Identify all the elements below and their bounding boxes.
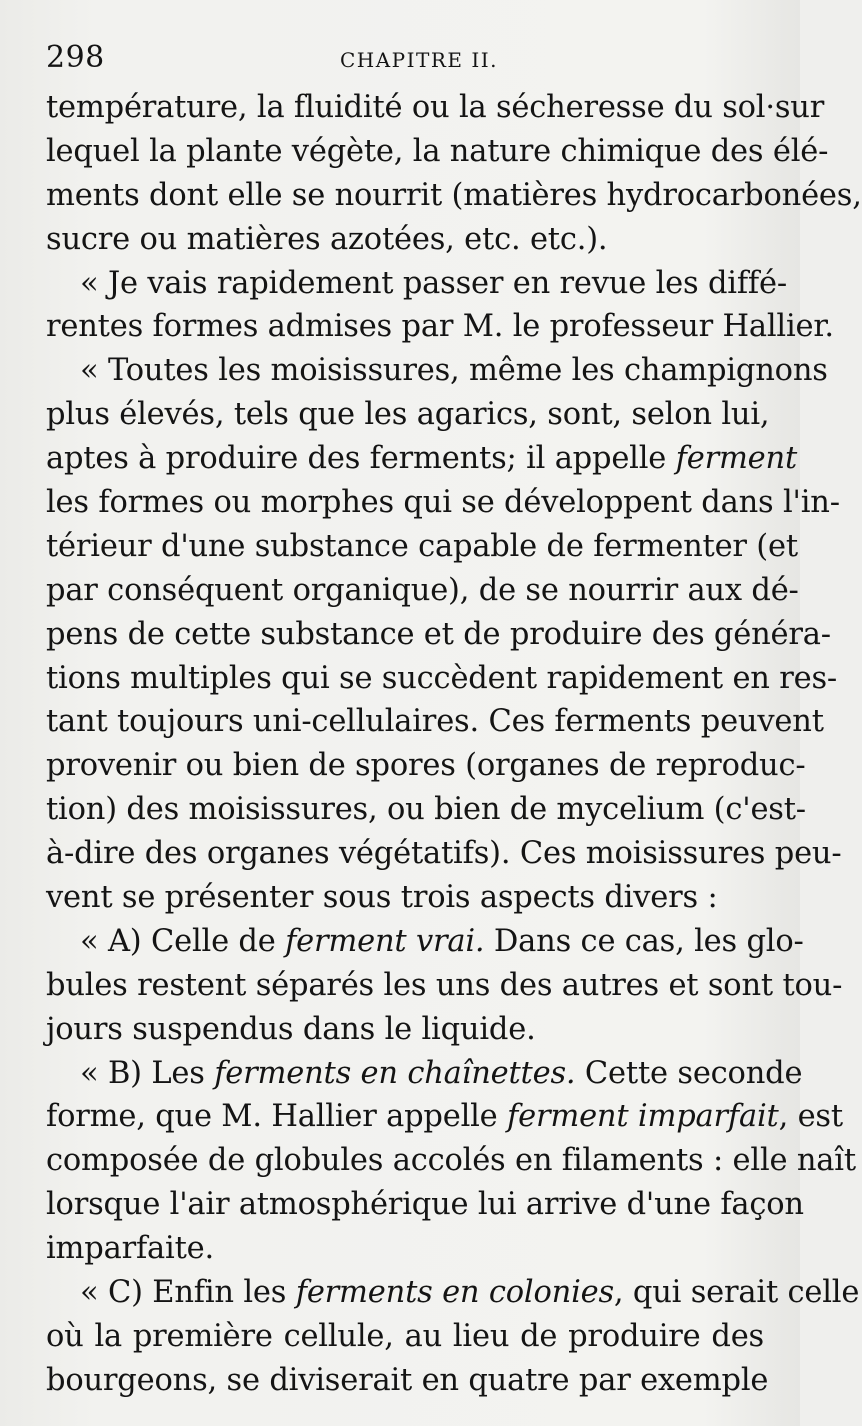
text-line: composée de globules accolés en filaments : elle naît [46, 1143, 856, 1179]
text-line: plus élevés, tels que les agarics, sont, selon lui, [46, 397, 770, 433]
text-line: bules restent séparés les uns des autres et sont tou- [46, 967, 843, 1003]
italic-segment: ferment vrai. [285, 923, 485, 959]
text-segment: « A) Celle de [80, 923, 286, 959]
text-segment: , qui serait celle [613, 1275, 860, 1311]
running-head: CHAPITRE II. [339, 48, 499, 72]
text-line: les formes ou morphes qui se développent dans l'in- [46, 485, 840, 521]
text-segment: forme, que M. Hallier appelle [46, 1099, 508, 1135]
text-segment: « B) Les [80, 1055, 215, 1091]
text-segment: Cette seconde [575, 1055, 803, 1091]
text-segment: Dans ce cas, les glo- [484, 923, 804, 959]
text-line: sucre ou matières azotées, etc. etc.). [46, 221, 608, 257]
text-line [46, 1095, 843, 1139]
text-line [46, 1271, 860, 1315]
text-line [46, 1052, 803, 1096]
body-text [46, 86, 862, 1403]
text-line: où la première cellule, au lieu de produire des [46, 1318, 764, 1354]
text-line: à-dire des organes végétatifs). Ces moisissures peu- [46, 836, 842, 872]
text-line [46, 920, 804, 964]
italic-segment: ferment imparfait [507, 1099, 779, 1135]
text-line: térieur d'une substance capable de fermenter (et [46, 528, 798, 564]
text-line: ments dont elle se nourrit (matières hydrocarbonées, [46, 177, 862, 213]
page-number: 298 [46, 40, 105, 75]
text-line: température, la fluidité ou la sécheresse du sol·sur [46, 90, 825, 125]
text-line: provenir ou bien de spores (organes de reproduc- [46, 748, 806, 784]
text-line: vent se présenter sous trois aspects divers : [46, 880, 718, 916]
text-line: « Je vais rapidement passer en revue les diffé- [80, 265, 787, 301]
page-header [46, 40, 760, 86]
text-line: tions multiples qui se succèdent rapidement en res- [46, 660, 838, 696]
text-line: tant toujours uni-cellulaires. Ces ferments peuvent [46, 704, 824, 740]
text-line: bourgeons, se diviserait en quatre par exemple [46, 1362, 769, 1398]
text-segment: aptes à produire des ferments; il appelle [46, 441, 676, 477]
text-line: jours suspendus dans le liquide. [46, 1011, 536, 1047]
italic-segment: ferments en colonies [295, 1275, 614, 1311]
text-line: lequel la plante végète, la nature chimique des élé- [46, 133, 829, 169]
text-line: tion) des moisissures, ou bien de mycelium (c'est- [46, 792, 806, 828]
text-line: rentes formes admises par M. le professeur Hallier. [46, 309, 834, 345]
text-line: pens de cette substance et de produire des généra- [46, 616, 831, 652]
text-line: imparfaite. [46, 1231, 214, 1267]
text-segment: , est [778, 1099, 843, 1135]
text-line: lorsque l'air atmosphérique lui arrive d'une façon [46, 1187, 804, 1223]
italic-segment: ferments en chaînettes. [214, 1055, 576, 1091]
italic-segment: ferment [675, 441, 798, 477]
text-segment: « C) Enfin les [80, 1275, 296, 1311]
text-line: « Toutes les moisissures, même les champignons [80, 353, 828, 389]
text-line: par conséquent organique), de se nourrir aux dé- [46, 572, 799, 608]
text-line [46, 437, 798, 481]
